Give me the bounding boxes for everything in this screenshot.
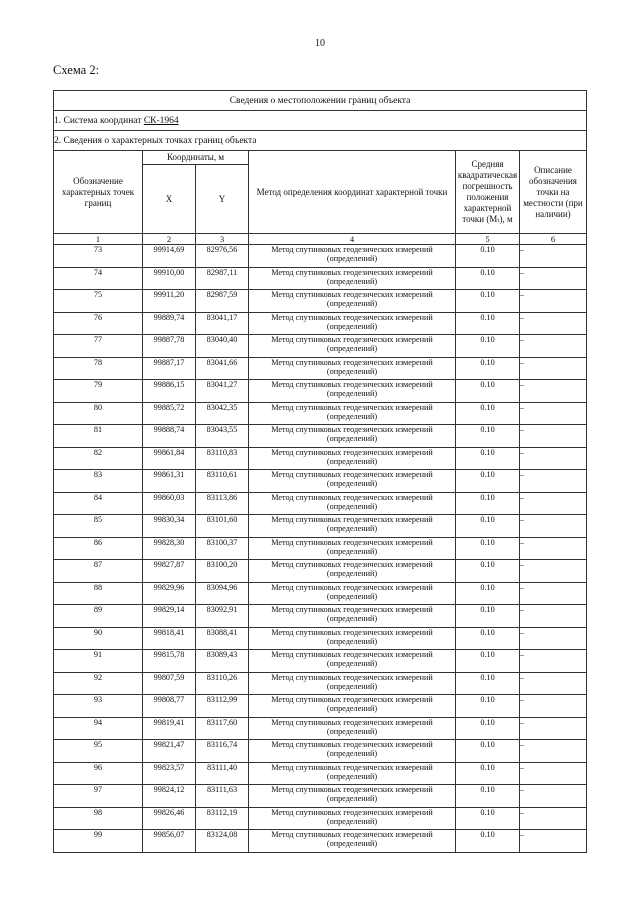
method-cell: Метод спутниковых геодезических измерений (определений) [249, 650, 456, 673]
description-cell: – [520, 290, 587, 313]
method-cell: Метод спутниковых геодезических измерений (определений) [249, 627, 456, 650]
y-coordinate-cell: 83041,17 [196, 312, 249, 335]
header-description: Описание обозначения точки на местности (при наличии) [520, 151, 587, 234]
y-coordinate-cell: 83100,37 [196, 537, 249, 560]
method-cell: Метод спутниковых геодезических измерений (определений) [249, 582, 456, 605]
accuracy-cell: 0.10 [456, 807, 520, 830]
method-cell: Метод спутниковых геодезических измерений (определений) [249, 515, 456, 538]
y-coordinate-cell: 83110,61 [196, 470, 249, 493]
column-number: 3 [196, 234, 249, 245]
description-cell: – [520, 245, 587, 268]
point-cell: 95 [54, 740, 143, 763]
column-number: 5 [456, 234, 520, 245]
accuracy-cell: 0.10 [456, 312, 520, 335]
method-cell: Метод спутниковых геодезических измерений (определений) [249, 290, 456, 313]
method-cell: Метод спутниковых геодезических измерений (определений) [249, 335, 456, 358]
accuracy-cell: 0.10 [456, 290, 520, 313]
table-row [54, 717, 587, 740]
table-row [54, 335, 587, 358]
table-title: Сведения о местоположении границ объекта [54, 91, 587, 111]
point-cell: 90 [54, 627, 143, 650]
accuracy-cell: 0.10 [456, 515, 520, 538]
method-cell: Метод спутниковых геодезических измерений (определений) [249, 560, 456, 583]
y-coordinate-cell: 83111,40 [196, 762, 249, 785]
y-coordinate-cell: 83111,63 [196, 785, 249, 808]
method-cell: Метод спутниковых геодезических измерений (определений) [249, 492, 456, 515]
x-coordinate-cell: 99826,46 [143, 807, 196, 830]
table-row [54, 402, 587, 425]
accuracy-cell: 0.10 [456, 537, 520, 560]
table-row [54, 447, 587, 470]
x-coordinate-cell: 99914,69 [143, 245, 196, 268]
accuracy-cell: 0.10 [456, 605, 520, 628]
point-cell: 76 [54, 312, 143, 335]
table-row [54, 830, 587, 853]
accuracy-cell: 0.10 [456, 560, 520, 583]
method-cell: Метод спутниковых геодезических измерений (определений) [249, 672, 456, 695]
y-coordinate-cell: 83110,26 [196, 672, 249, 695]
accuracy-cell: 0.10 [456, 695, 520, 718]
description-cell: – [520, 560, 587, 583]
description-cell: – [520, 785, 587, 808]
point-cell: 92 [54, 672, 143, 695]
point-cell: 87 [54, 560, 143, 583]
accuracy-cell: 0.10 [456, 740, 520, 763]
point-cell: 84 [54, 492, 143, 515]
point-cell: 81 [54, 425, 143, 448]
description-cell: – [520, 492, 587, 515]
accuracy-cell: 0.10 [456, 425, 520, 448]
point-cell: 78 [54, 357, 143, 380]
method-cell: Метод спутниковых геодезических измерений (определений) [249, 312, 456, 335]
y-coordinate-cell: 83112,99 [196, 695, 249, 718]
point-cell: 75 [54, 290, 143, 313]
x-coordinate-cell: 99829,96 [143, 582, 196, 605]
point-cell: 94 [54, 717, 143, 740]
point-cell: 91 [54, 650, 143, 673]
accuracy-cell: 0.10 [456, 650, 520, 673]
accuracy-cell: 0.10 [456, 627, 520, 650]
y-coordinate-cell: 83112,19 [196, 807, 249, 830]
x-coordinate-cell: 99819,41 [143, 717, 196, 740]
x-coordinate-cell: 99829,14 [143, 605, 196, 628]
table-row [54, 537, 587, 560]
table-row [54, 290, 587, 313]
accuracy-cell: 0.10 [456, 785, 520, 808]
description-cell: – [520, 335, 587, 358]
y-coordinate-cell: 83092,91 [196, 605, 249, 628]
accuracy-cell: 0.10 [456, 335, 520, 358]
x-coordinate-cell: 99910,00 [143, 267, 196, 290]
table-row [54, 627, 587, 650]
x-coordinate-cell: 99807,59 [143, 672, 196, 695]
table-row [54, 582, 587, 605]
table-row [54, 605, 587, 628]
y-coordinate-cell: 82976,56 [196, 245, 249, 268]
table-row [54, 245, 587, 268]
y-coordinate-cell: 83089,43 [196, 650, 249, 673]
description-cell: – [520, 650, 587, 673]
accuracy-cell: 0.10 [456, 672, 520, 695]
description-cell: – [520, 740, 587, 763]
table-row [54, 357, 587, 380]
point-cell: 77 [54, 335, 143, 358]
y-coordinate-cell: 83043,55 [196, 425, 249, 448]
x-coordinate-cell: 99856,07 [143, 830, 196, 853]
header-coordinates: Координаты, м [143, 151, 249, 165]
table-row [54, 560, 587, 583]
description-cell: – [520, 425, 587, 448]
table-row [54, 425, 587, 448]
table-row [54, 762, 587, 785]
method-cell: Метод спутниковых геодезических измерений (определений) [249, 537, 456, 560]
accuracy-cell: 0.10 [456, 492, 520, 515]
table-row [54, 515, 587, 538]
method-cell: Метод спутниковых геодезических измерений (определений) [249, 785, 456, 808]
method-cell: Метод спутниковых геодезических измерений (определений) [249, 357, 456, 380]
method-cell: Метод спутниковых геодезических измерений (определений) [249, 380, 456, 403]
point-cell: 83 [54, 470, 143, 493]
table-row [54, 380, 587, 403]
accuracy-cell: 0.10 [456, 402, 520, 425]
accuracy-cell: 0.10 [456, 830, 520, 853]
y-coordinate-cell: 83101,60 [196, 515, 249, 538]
method-cell: Метод спутниковых геодезических измерений (определений) [249, 425, 456, 448]
point-cell: 96 [54, 762, 143, 785]
x-coordinate-cell: 99824,12 [143, 785, 196, 808]
table-row [54, 695, 587, 718]
accuracy-cell: 0.10 [456, 357, 520, 380]
y-coordinate-cell: 82987,11 [196, 267, 249, 290]
y-coordinate-cell: 83113,86 [196, 492, 249, 515]
header-accuracy: Средняя квадратическая погрешность положения характерной точки (Mₜ), м [456, 151, 520, 234]
x-coordinate-cell: 99887,78 [143, 335, 196, 358]
method-cell: Метод спутниковых геодезических измерений (определений) [249, 830, 456, 853]
column-numbers-row [54, 234, 587, 245]
header-y: Y [196, 165, 249, 234]
y-coordinate-cell: 83041,27 [196, 380, 249, 403]
x-coordinate-cell: 99886,15 [143, 380, 196, 403]
point-cell: 97 [54, 785, 143, 808]
method-cell: Метод спутниковых геодезических измерений (определений) [249, 470, 456, 493]
schema-label: Схема 2: [53, 63, 100, 77]
y-coordinate-cell: 83042,35 [196, 402, 249, 425]
x-coordinate-cell: 99887,17 [143, 357, 196, 380]
column-number: 6 [520, 234, 587, 245]
point-cell: 99 [54, 830, 143, 853]
description-cell: – [520, 807, 587, 830]
table-row [54, 650, 587, 673]
accuracy-cell: 0.10 [456, 470, 520, 493]
coordinate-system-label: 1. Система координат [54, 115, 144, 126]
header-point: Обозначение характерных точек границ [54, 151, 143, 234]
header-x: X [143, 165, 196, 234]
point-cell: 80 [54, 402, 143, 425]
y-coordinate-cell: 82987,59 [196, 290, 249, 313]
table-row [54, 267, 587, 290]
y-coordinate-cell: 83110,83 [196, 447, 249, 470]
point-cell: 79 [54, 380, 143, 403]
column-number: 1 [54, 234, 143, 245]
point-cell: 86 [54, 537, 143, 560]
table-row [54, 672, 587, 695]
accuracy-cell: 0.10 [456, 267, 520, 290]
y-coordinate-cell: 83117,60 [196, 717, 249, 740]
description-cell: – [520, 762, 587, 785]
point-cell: 74 [54, 267, 143, 290]
accuracy-cell: 0.10 [456, 582, 520, 605]
description-cell: – [520, 627, 587, 650]
description-cell: – [520, 582, 587, 605]
method-cell: Метод спутниковых геодезических измерений (определений) [249, 605, 456, 628]
description-cell: – [520, 537, 587, 560]
y-coordinate-cell: 83041,66 [196, 357, 249, 380]
description-cell: – [520, 447, 587, 470]
table-row [54, 470, 587, 493]
table-row [54, 312, 587, 335]
x-coordinate-cell: 99885,72 [143, 402, 196, 425]
point-cell: 73 [54, 245, 143, 268]
page-number: 10 [315, 38, 325, 49]
boundary-coordinates-table [53, 90, 587, 853]
accuracy-cell: 0.10 [456, 717, 520, 740]
x-coordinate-cell: 99860,03 [143, 492, 196, 515]
x-coordinate-cell: 99888,74 [143, 425, 196, 448]
method-cell: Метод спутниковых геодезических измерений (определений) [249, 717, 456, 740]
description-cell: – [520, 380, 587, 403]
y-coordinate-cell: 83094,96 [196, 582, 249, 605]
method-cell: Метод спутниковых геодезических измерений (определений) [249, 267, 456, 290]
method-cell: Метод спутниковых геодезических измерений (определений) [249, 807, 456, 830]
point-cell: 85 [54, 515, 143, 538]
table-row [54, 492, 587, 515]
x-coordinate-cell: 99911,20 [143, 290, 196, 313]
point-cell: 93 [54, 695, 143, 718]
coordinate-system-row [54, 111, 587, 131]
x-coordinate-cell: 99818,41 [143, 627, 196, 650]
method-cell: Метод спутниковых геодезических измерений (определений) [249, 695, 456, 718]
header-method: Метод определения координат характерной точки [249, 151, 456, 234]
x-coordinate-cell: 99808,77 [143, 695, 196, 718]
method-cell: Метод спутниковых геодезических измерений (определений) [249, 447, 456, 470]
y-coordinate-cell: 83040,40 [196, 335, 249, 358]
method-cell: Метод спутниковых геодезических измерений (определений) [249, 402, 456, 425]
coordinate-system-value: СК-1964 [143, 115, 179, 126]
description-cell: – [520, 672, 587, 695]
y-coordinate-cell: 83088,41 [196, 627, 249, 650]
x-coordinate-cell: 99889,74 [143, 312, 196, 335]
description-cell: – [520, 470, 587, 493]
column-number: 4 [249, 234, 456, 245]
table-row [54, 740, 587, 763]
x-coordinate-cell: 99861,31 [143, 470, 196, 493]
accuracy-cell: 0.10 [456, 380, 520, 403]
x-coordinate-cell: 99823,57 [143, 762, 196, 785]
x-coordinate-cell: 99828,30 [143, 537, 196, 560]
method-cell: Метод спутниковых геодезических измерений (определений) [249, 245, 456, 268]
table-row [54, 785, 587, 808]
description-cell: – [520, 515, 587, 538]
point-cell: 88 [54, 582, 143, 605]
method-cell: Метод спутниковых геодезических измерений (определений) [249, 762, 456, 785]
column-number: 2 [143, 234, 196, 245]
point-cell: 89 [54, 605, 143, 628]
description-cell: – [520, 605, 587, 628]
y-coordinate-cell: 83100,20 [196, 560, 249, 583]
method-cell: Метод спутниковых геодезических измерений (определений) [249, 740, 456, 763]
accuracy-cell: 0.10 [456, 245, 520, 268]
table-row [54, 807, 587, 830]
y-coordinate-cell: 83116,74 [196, 740, 249, 763]
description-cell: – [520, 267, 587, 290]
description-cell: – [520, 357, 587, 380]
x-coordinate-cell: 99827,87 [143, 560, 196, 583]
accuracy-cell: 0.10 [456, 762, 520, 785]
x-coordinate-cell: 99815,78 [143, 650, 196, 673]
y-coordinate-cell: 83124,08 [196, 830, 249, 853]
description-cell: – [520, 312, 587, 335]
description-cell: – [520, 717, 587, 740]
point-cell: 98 [54, 807, 143, 830]
x-coordinate-cell: 99821,47 [143, 740, 196, 763]
description-cell: – [520, 402, 587, 425]
x-coordinate-cell: 99861,84 [143, 447, 196, 470]
description-cell: – [520, 695, 587, 718]
point-cell: 82 [54, 447, 143, 470]
points-section-title: 2. Сведения о характерных точках границ объекта [54, 131, 587, 151]
description-cell: – [520, 830, 587, 853]
accuracy-cell: 0.10 [456, 447, 520, 470]
x-coordinate-cell: 99830,34 [143, 515, 196, 538]
